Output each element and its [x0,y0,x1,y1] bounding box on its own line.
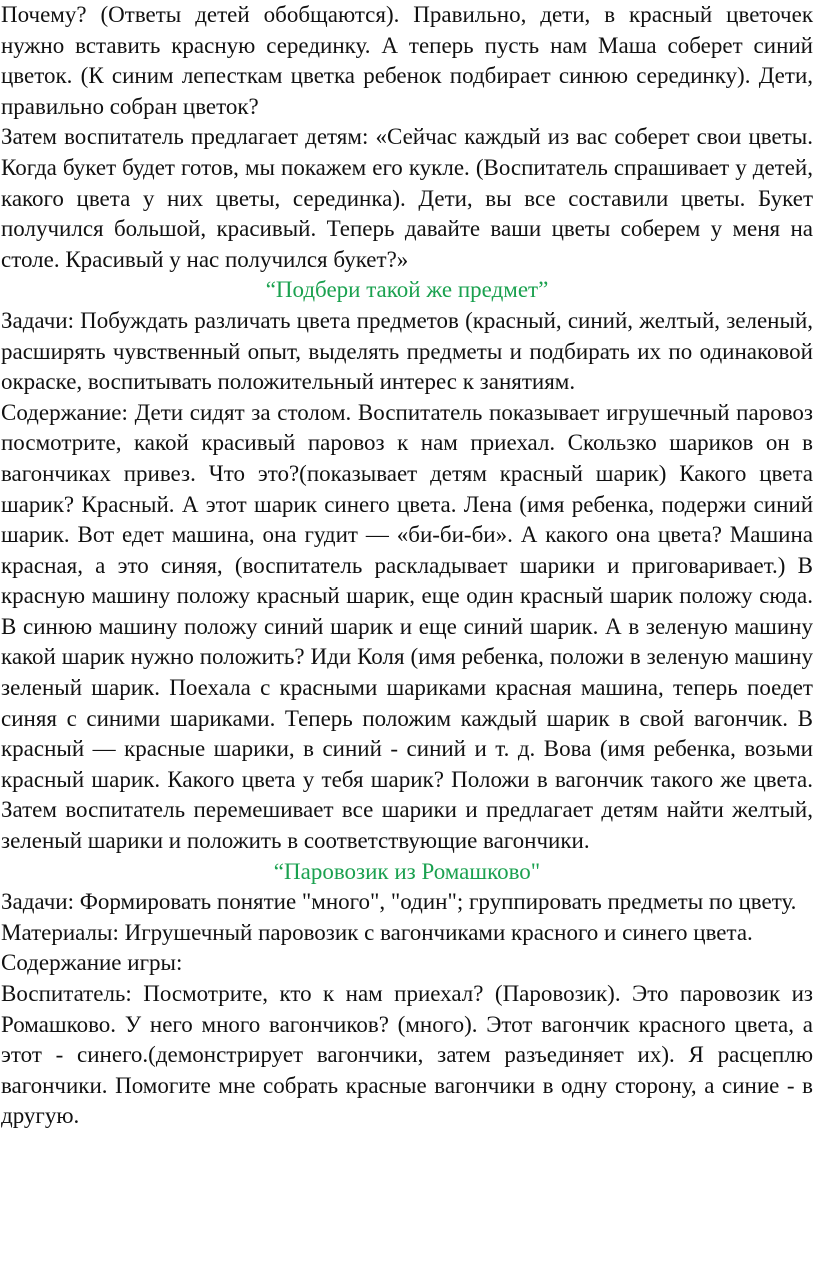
paragraph-teacher-dialogue: Воспитатель: Посмотрите, кто к нам приехал? (Паровозик). Это паровозик из Ромашково. У него много вагончиков? (много). Этот вагончик красного цвета, а этот - синего.(демонстрирует вагончики, затем разъединяет их). Я расцеплю вагончики. Помогите мне собрать красные вагончики в одну сторону, а синие - в другую. [1,981,813,1129]
game-title-match-object: “Подбери такой же предмет” [265,277,549,303]
paragraph-flower-question: Почему? (Ответы детей обобщаются). Правильно, дети, в красный цветочек нужно вставить красную серединку. А теперь пусть нам Маша соберет синий цветок. (К синим лепесткам цветка ребенок подбирает синюю серединку). Дети, правильно собран цветок? [1,2,813,119]
paragraph-bouquet-instructions: Затем воспитатель предлагает детям: «Сейчас каждый из вас соберет свои цветы. Когда букет будет готов, мы покажем его кукле. (Воспитатель спрашивает у детей, какого цвета у них цветы, серединка). Дети, вы все составили цветы. Букет получился большой, красивый. Теперь давайте ваши цветы соберем у меня на столе. Красивый у нас получился букет?» [1,124,813,272]
paragraph-tasks-colors: Задачи: Побуждать различать цвета предметов (красный, синий, желтый, зеленый, расширять чувственный опыт, выделять предметы и подбирать их по одинаковой окраске, воспитывать положительный интерес к занятиям. [1,307,813,395]
game-title-romashkovo-train: “Паровозик из Ромашково" [273,858,541,884]
paragraph-content-train-balls: Содержание: Дети сидят за столом. Воспитатель показывает игрушечный паровоз посмотрите, какой красивый паровоз к нам приехал. Скользко шариков он в вагончиках привез. Что это?(показывает детям красный шарик) Какого цвета шарик? Красный. А этот шарик синего цвета. Лена (имя ребенка, подержи синий шарик. Вот едет машина, она гудит — «би-би-би». А какого она цвета? Машина красная, а это синяя, (воспитатель раскладывает шарики и приговаривает.) В красную машину положу красный шарик, еще один красный шарик положу сюда. В синюю машину положу синий шарик и еще синий шарик. А в зеленую машину какой шарик нужно положить? Иди Коля (имя ребенка, положи в зеленую машину зеленый шарик. Поехала с красными шариками красная машина, теперь поедет синяя с синими шариками. Теперь положим каждый шарик в свой вагончик. В красный — красные шарики, в синий - синий и т. д. Вова (имя ребенка, возьми красный шарик. Какого цвета у тебя шарик? Положи в вагончик такого же цвета. Затем воспитатель перемешивает все шарики и предлагает детям найти желтый, зеленый шарики и положить в соответствующие вагончики. [1,399,813,854]
paragraph-tasks-many-one: Задачи: Формировать понятие "много", "один"; группировать предметы по цвету. [1,889,797,915]
paragraph-game-content-label: Содержание игры: [1,950,183,976]
paragraph-materials: Материалы: Игрушечный паровозик с вагончиками красного и синего цвета. [1,919,753,945]
